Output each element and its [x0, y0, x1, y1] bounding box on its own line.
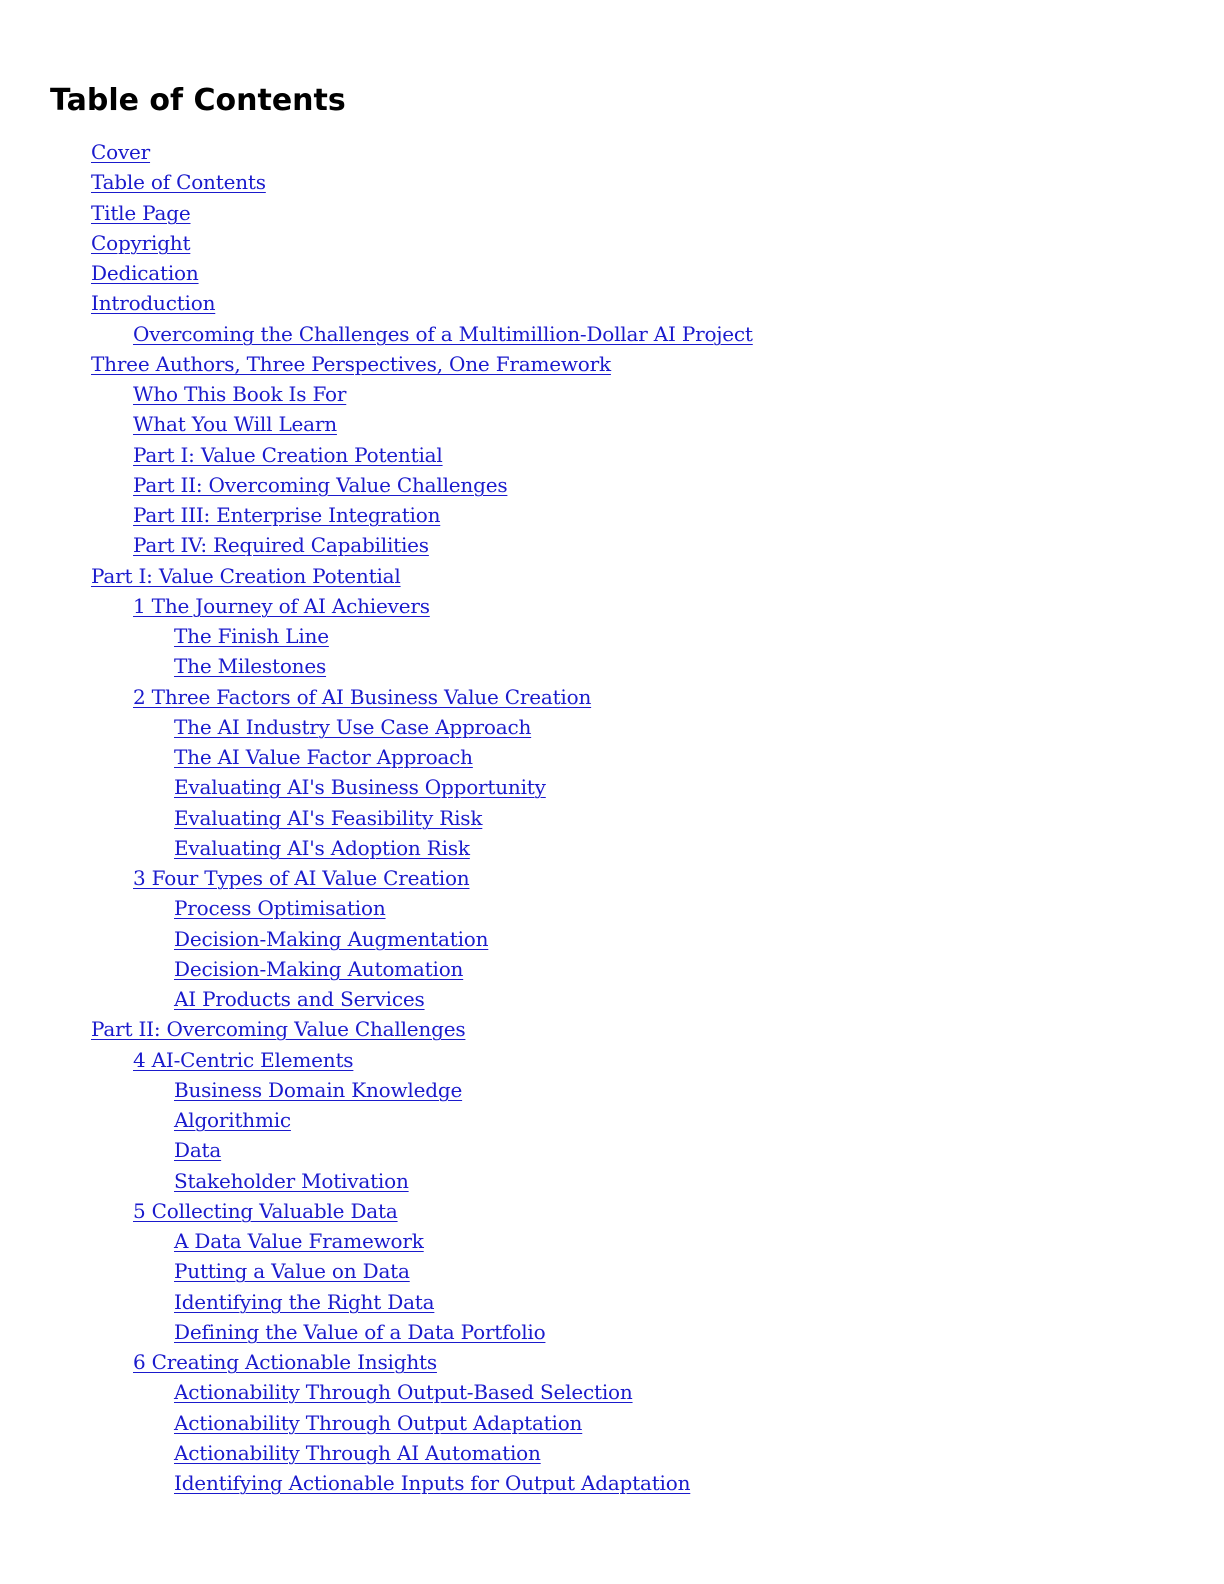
toc-link[interactable]: Data [174, 1138, 222, 1162]
toc-item [174, 772, 546, 802]
toc-link[interactable]: 1 The Journey of AI Achievers [133, 594, 430, 618]
toc-item [133, 591, 430, 621]
toc-link[interactable]: Decision-Making Augmentation [174, 927, 489, 951]
toc-link[interactable]: Part II: Overcoming Value Challenges [91, 1017, 466, 1041]
toc-item [91, 1014, 465, 1044]
toc-link[interactable]: Part III: Enterprise Integration [133, 503, 441, 527]
toc-link[interactable]: Part IV: Required Capabilities [133, 533, 429, 557]
toc-link[interactable]: Part I: Value Creation Potential [133, 443, 443, 467]
toc-item [133, 409, 337, 439]
toc-item [91, 167, 266, 197]
toc-item [174, 954, 463, 984]
toc-link[interactable]: Stakeholder Motivation [174, 1169, 409, 1193]
toc-link[interactable]: Process Optimisation [174, 896, 386, 920]
toc-link[interactable]: Actionability Through Output Adaptation [174, 1411, 583, 1435]
toc-link[interactable]: Decision-Making Automation [174, 957, 464, 981]
toc-link[interactable]: Part II: Overcoming Value Challenges [133, 473, 508, 497]
toc-link[interactable]: Introduction [91, 291, 216, 315]
toc-item [133, 440, 443, 470]
toc-item [174, 803, 482, 833]
toc-link[interactable]: The Finish Line [174, 624, 329, 648]
toc-link[interactable]: Title Page [91, 201, 191, 225]
toc-item [133, 1045, 353, 1075]
toc-link[interactable]: Evaluating AI's Business Opportunity [174, 775, 546, 799]
toc-item [133, 470, 507, 500]
toc-link[interactable]: Identifying Actionable Inputs for Output Adaptation [174, 1471, 691, 1495]
toc-item [174, 712, 531, 742]
toc-item [91, 258, 199, 288]
toc-link[interactable]: 6 Creating Actionable Insights [133, 1350, 437, 1374]
toc-item [174, 984, 425, 1014]
toc-link[interactable]: 2 Three Factors of AI Business Value Creation [133, 685, 592, 709]
toc-item [174, 1468, 690, 1498]
toc-link[interactable]: Table of Contents [91, 170, 266, 194]
toc-item [174, 1408, 582, 1438]
toc-link[interactable]: Cover [91, 140, 151, 164]
toc-item [174, 1166, 409, 1196]
page-title: Table of Contents [50, 83, 346, 118]
toc-item [133, 319, 753, 349]
toc-link[interactable]: The AI Value Factor Approach [174, 745, 473, 769]
toc-link[interactable]: Dedication [91, 261, 199, 285]
toc-item [133, 1347, 437, 1377]
toc-link[interactable]: A Data Value Framework [174, 1229, 424, 1253]
toc-item [91, 137, 150, 167]
toc-item [174, 1135, 221, 1165]
toc-item [174, 1287, 434, 1317]
toc-item [174, 1438, 541, 1468]
toc-item [91, 349, 611, 379]
toc-link[interactable]: The AI Industry Use Case Approach [174, 715, 532, 739]
toc-link[interactable]: Copyright [91, 231, 191, 255]
toc-link[interactable]: The Milestones [174, 654, 327, 678]
toc-item [91, 288, 215, 318]
toc-link[interactable]: Algorithmic [174, 1108, 291, 1132]
toc-item [174, 742, 473, 772]
toc-link[interactable]: Part I: Value Creation Potential [91, 564, 401, 588]
toc-link[interactable]: Actionability Through AI Automation [174, 1441, 541, 1465]
toc-item [133, 500, 440, 530]
toc-item [174, 651, 326, 681]
toc-link[interactable]: Three Authors, Three Perspectives, One Framework [91, 352, 611, 376]
toc-link[interactable]: What You Will Learn [133, 412, 337, 436]
toc-item [174, 1377, 633, 1407]
toc-link[interactable]: 3 Four Types of AI Value Creation [133, 866, 470, 890]
toc-item [174, 924, 488, 954]
toc-item [133, 379, 346, 409]
toc-link[interactable]: Putting a Value on Data [174, 1259, 410, 1283]
toc-item [174, 893, 386, 923]
toc-item [174, 833, 470, 863]
toc-link[interactable]: Who This Book Is For [133, 382, 347, 406]
toc-item [91, 561, 401, 591]
toc-item [133, 530, 429, 560]
toc-item [91, 198, 191, 228]
toc-link[interactable]: Overcoming the Challenges of a Multimillion-Dollar AI Project [133, 322, 753, 346]
toc-link[interactable]: Evaluating AI's Feasibility Risk [174, 806, 483, 830]
toc-item [174, 1317, 545, 1347]
toc-item [174, 621, 329, 651]
toc-item [133, 682, 591, 712]
toc-link[interactable]: 5 Collecting Valuable Data [133, 1199, 398, 1223]
toc-link[interactable]: Business Domain Knowledge [174, 1078, 463, 1102]
toc-link[interactable]: Identifying the Right Data [174, 1290, 435, 1314]
toc-item [174, 1075, 462, 1105]
toc-link[interactable]: 4 AI-Centric Elements [133, 1048, 354, 1072]
toc-item [133, 1196, 398, 1226]
toc-link[interactable]: Actionability Through Output-Based Selection [174, 1380, 633, 1404]
toc-link[interactable]: AI Products and Services [174, 987, 425, 1011]
toc-item [133, 863, 470, 893]
toc-item [174, 1105, 291, 1135]
toc-item [174, 1226, 424, 1256]
toc-link[interactable]: Defining the Value of a Data Portfolio [174, 1320, 546, 1344]
toc-link[interactable]: Evaluating AI's Adoption Risk [174, 836, 470, 860]
toc-item [174, 1256, 410, 1286]
toc-item [91, 228, 190, 258]
